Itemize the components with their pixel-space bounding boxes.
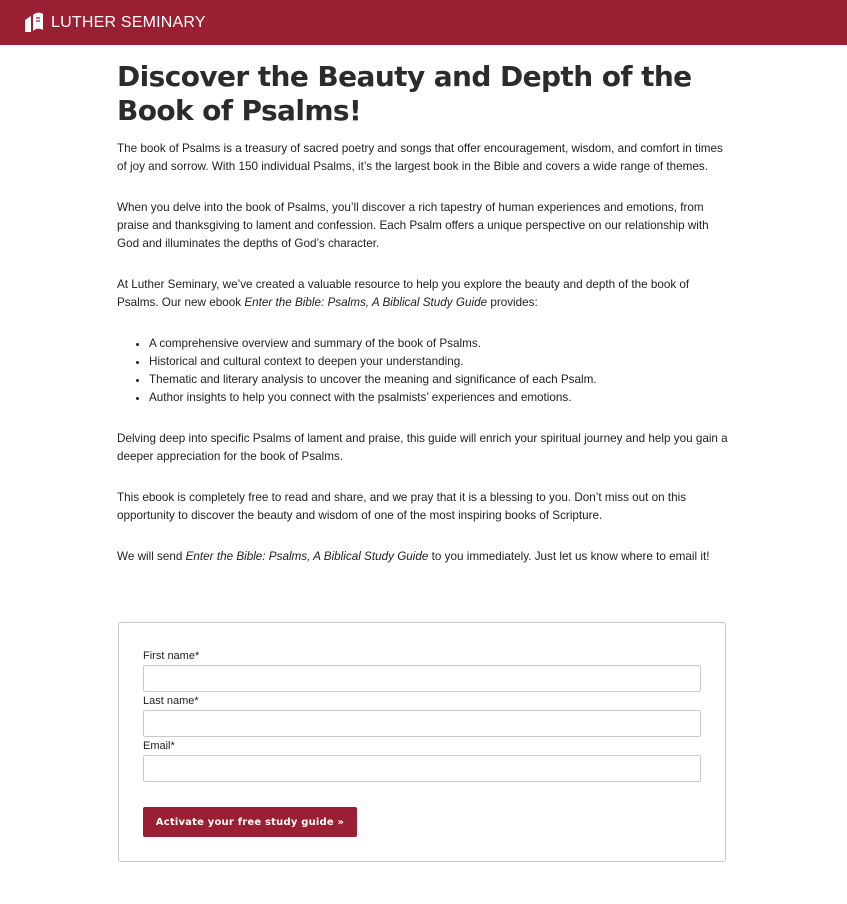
site-header bbox=[0, 0, 847, 45]
ebook-title-italic: Enter the Bible: Psalms, A Biblical Study Guide bbox=[185, 550, 429, 563]
article-content bbox=[117, 60, 729, 589]
send-text-after: to you immediately. Just let us know where to email it! bbox=[428, 550, 710, 563]
send-text-before: We will send bbox=[117, 550, 186, 563]
resource-text-after: provides: bbox=[487, 296, 538, 309]
resource-text-before: At Luther Seminary, we’ve created a valuable resource to help you explore the beauty and depth of the book of Psalms. Our new ebook bbox=[117, 278, 690, 309]
last-name-field-group bbox=[143, 694, 701, 737]
ebook-title-italic: Enter the Bible: Psalms, A Biblical Study Guide bbox=[244, 296, 488, 309]
page-title: Discover the Beauty and Depth of the Book of Psalms! bbox=[117, 60, 692, 127]
signup-form bbox=[118, 622, 726, 862]
activate-study-guide-button[interactable]: Activate your free study guide » bbox=[143, 807, 357, 837]
intro-paragraph: The book of Psalms is a treasury of sacred poetry and songs that offer encouragement, wisdom, and comfort in times of joy and sorrow. With 150 individual Psalms, it’s the largest book in the Bible and covers a wide range of themes. bbox=[117, 142, 723, 173]
last-name-label: Last name* bbox=[143, 695, 199, 707]
themes-paragraph: When you delve into the book of Psalms, you’ll discover a rich tapestry of human experiences and emotions, from praise and thanksgiving to lament and confession. Each Psalm offers a unique perspective on our relationship with God and illuminates the depths of God’s character. bbox=[117, 201, 709, 250]
list-item: • Thematic and literary analysis to uncover the meaning and significance of each Psalm. bbox=[149, 371, 729, 389]
brand-link[interactable] bbox=[24, 12, 206, 34]
list-item: • Historical and cultural context to deepen your understanding. bbox=[149, 353, 729, 371]
email-label: Email* bbox=[143, 740, 175, 752]
send-paragraph bbox=[117, 548, 729, 566]
first-name-label: First name* bbox=[143, 650, 200, 662]
email-input[interactable] bbox=[143, 755, 701, 782]
last-name-input[interactable] bbox=[143, 710, 701, 737]
list-item: • A comprehensive overview and summary of the book of Psalms. bbox=[149, 335, 729, 353]
first-name-input[interactable] bbox=[143, 665, 701, 692]
resource-paragraph bbox=[117, 276, 729, 312]
list-item: • Author insights to help you connect with the psalmists’ experiences and emotions. bbox=[149, 389, 729, 407]
luther-seminary-logo-icon bbox=[24, 12, 44, 34]
free-ebook-paragraph: This ebook is completely free to read and share, and we pray that it is a blessing to you. Don’t miss out on this opportunity to discover the beauty and wisdom of one of the most inspiring books of Scripture. bbox=[117, 491, 687, 522]
email-field-group bbox=[143, 739, 701, 782]
first-name-field-group bbox=[143, 649, 701, 692]
features-list bbox=[149, 335, 729, 407]
brand-name: LUTHER SEMINARY bbox=[51, 13, 206, 31]
journey-paragraph: Delving deep into specific Psalms of lament and praise, this guide will enrich your spiritual journey and help you gain a deeper appreciation for the book of Psalms. bbox=[117, 432, 728, 463]
